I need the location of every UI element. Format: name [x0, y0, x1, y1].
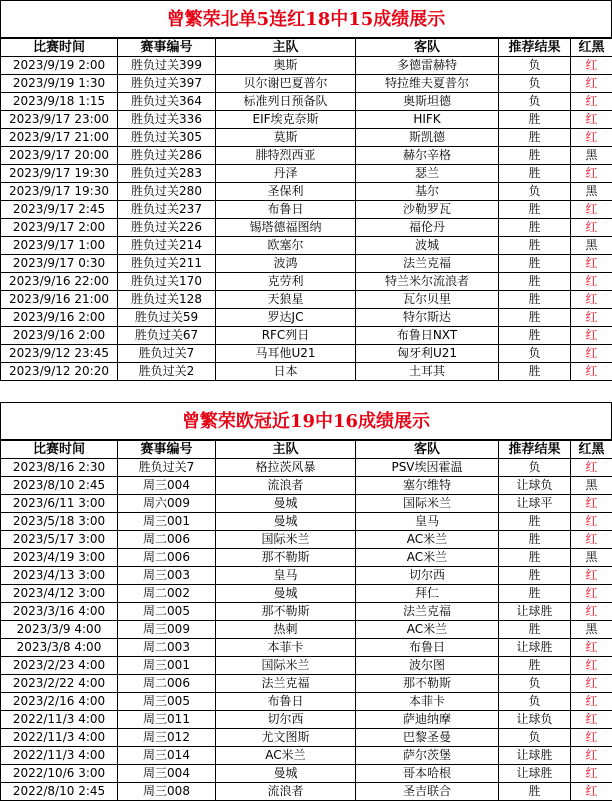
table-row — [1, 327, 612, 345]
header-home: 主队 — [216, 39, 356, 57]
match-time: 2023/2/23 4:00 — [1, 657, 118, 675]
red-black: 红 — [571, 129, 612, 147]
match-time: 2023/3/8 4:00 — [1, 639, 118, 657]
match-code: 周三004 — [118, 477, 216, 495]
match-time: 2023/9/16 2:00 — [1, 309, 118, 327]
match-code: 周二006 — [118, 531, 216, 549]
match-code: 胜负过关237 — [118, 201, 216, 219]
red-black: 黑 — [571, 621, 612, 639]
red-black: 红 — [571, 93, 612, 111]
home-team: 国际米兰 — [216, 531, 356, 549]
away-team: 多德雷赫特 — [356, 57, 499, 75]
table-row — [1, 495, 612, 513]
match-code: 胜负过关170 — [118, 273, 216, 291]
recommendation: 胜 — [499, 273, 571, 291]
match-code: 胜负过关211 — [118, 255, 216, 273]
match-code: 胜负过关286 — [118, 147, 216, 165]
recommendation: 负 — [499, 57, 571, 75]
match-code: 胜负过关397 — [118, 75, 216, 93]
away-team: PSV埃因霍温 — [356, 459, 499, 477]
red-black: 红 — [571, 273, 612, 291]
match-code: 胜负过关128 — [118, 291, 216, 309]
match-time: 2022/8/10 2:45 — [1, 783, 118, 801]
recommendation: 胜 — [499, 201, 571, 219]
match-time: 2023/9/12 23:45 — [1, 345, 118, 363]
match-code: 胜负过关7 — [118, 459, 216, 477]
match-time: 2023/9/17 2:45 — [1, 201, 118, 219]
match-time: 2023/8/10 2:45 — [1, 477, 118, 495]
match-time: 2023/3/9 4:00 — [1, 621, 118, 639]
away-team: 基尔 — [356, 183, 499, 201]
away-team: 斯凯德 — [356, 129, 499, 147]
match-time: 2022/11/3 4:00 — [1, 729, 118, 747]
home-team: 贝尔谢巴夏普尔 — [216, 75, 356, 93]
red-black: 红 — [571, 75, 612, 93]
red-black: 黑 — [571, 237, 612, 255]
away-team: 萨迪纳摩 — [356, 711, 499, 729]
header-red-black: 红黑 — [571, 39, 612, 57]
table-row — [1, 603, 612, 621]
match-time: 2022/11/3 4:00 — [1, 711, 118, 729]
recommendation: 负 — [499, 75, 571, 93]
recommendation: 负 — [499, 729, 571, 747]
table-row — [1, 57, 612, 75]
away-team: 拜仁 — [356, 585, 499, 603]
home-team: 那不勒斯 — [216, 603, 356, 621]
away-team: 沙勒罗瓦 — [356, 201, 499, 219]
home-team: RFC列日 — [216, 327, 356, 345]
recommendation: 让球负 — [499, 711, 571, 729]
away-team: AC米兰 — [356, 531, 499, 549]
header-code: 赛事编号 — [118, 441, 216, 459]
table-row — [1, 621, 612, 639]
home-team: 奥斯 — [216, 57, 356, 75]
recommendation: 胜 — [499, 327, 571, 345]
away-team: 圣吉联合 — [356, 783, 499, 801]
recommendation: 胜 — [499, 363, 571, 381]
recommendation: 胜 — [499, 219, 571, 237]
match-code: 胜负过关59 — [118, 309, 216, 327]
home-team: 天狼星 — [216, 291, 356, 309]
away-team: AC米兰 — [356, 549, 499, 567]
match-time: 2023/5/18 3:00 — [1, 513, 118, 531]
header-recommendation: 推荐结果 — [499, 39, 571, 57]
red-black: 红 — [571, 567, 612, 585]
recommendation: 负 — [499, 693, 571, 711]
table-row — [1, 201, 612, 219]
table-row — [1, 531, 612, 549]
match-code: 周三003 — [118, 567, 216, 585]
match-time: 2023/9/17 0:30 — [1, 255, 118, 273]
away-team: 特兰米尔流浪者 — [356, 273, 499, 291]
recommendation: 让球胜 — [499, 747, 571, 765]
home-team: 日本 — [216, 363, 356, 381]
match-code: 周三001 — [118, 513, 216, 531]
match-code: 胜负过关305 — [118, 129, 216, 147]
table-row — [1, 657, 612, 675]
red-black: 红 — [571, 585, 612, 603]
red-black: 红 — [571, 765, 612, 783]
recommendation: 胜 — [499, 657, 571, 675]
recommendation: 胜 — [499, 783, 571, 801]
match-time: 2023/9/17 19:30 — [1, 183, 118, 201]
home-team: 腓特烈西亚 — [216, 147, 356, 165]
recommendation: 胜 — [499, 255, 571, 273]
table-row — [1, 513, 612, 531]
match-code: 周三008 — [118, 783, 216, 801]
match-time: 2023/9/19 2:00 — [1, 57, 118, 75]
section-beidan — [0, 0, 612, 381]
match-code: 胜负过关283 — [118, 165, 216, 183]
home-team: 流浪者 — [216, 783, 356, 801]
red-black: 黑 — [571, 183, 612, 201]
match-code: 周三005 — [118, 693, 216, 711]
recommendation: 负 — [499, 93, 571, 111]
table-row — [1, 459, 612, 477]
red-black: 红 — [571, 345, 612, 363]
match-code: 周二003 — [118, 639, 216, 657]
home-team: 标准列日预备队 — [216, 93, 356, 111]
red-black: 红 — [571, 309, 612, 327]
table-row — [1, 639, 612, 657]
home-team: 锡塔德福图纳 — [216, 219, 356, 237]
table-row — [1, 585, 612, 603]
recommendation: 负 — [499, 459, 571, 477]
match-time: 2023/9/16 21:00 — [1, 291, 118, 309]
red-black: 红 — [571, 711, 612, 729]
away-team: 巴黎圣曼 — [356, 729, 499, 747]
recommendation: 胜 — [499, 129, 571, 147]
table-row — [1, 291, 612, 309]
recommendation: 胜 — [499, 291, 571, 309]
table-row — [1, 345, 612, 363]
home-team: 法兰克福 — [216, 675, 356, 693]
home-team: 格拉茨风暴 — [216, 459, 356, 477]
recommendation: 胜 — [499, 531, 571, 549]
away-team: 特尔斯达 — [356, 309, 499, 327]
header-row — [1, 39, 612, 57]
away-team: 哥本哈根 — [356, 765, 499, 783]
away-team: 塞尔维特 — [356, 477, 499, 495]
match-code: 胜负过关336 — [118, 111, 216, 129]
section-champions-league — [0, 402, 612, 801]
home-team: 布鲁日 — [216, 201, 356, 219]
match-code: 周二002 — [118, 585, 216, 603]
home-team: 国际米兰 — [216, 657, 356, 675]
red-black: 红 — [571, 693, 612, 711]
results-table — [0, 440, 612, 801]
table-row — [1, 363, 612, 381]
section-title: 曾繁荣北单5连红18中15成绩展示 — [0, 0, 612, 38]
recommendation: 胜 — [499, 165, 571, 183]
home-team: 罗达JC — [216, 309, 356, 327]
recommendation: 负 — [499, 183, 571, 201]
match-code: 胜负过关2 — [118, 363, 216, 381]
red-black: 红 — [571, 255, 612, 273]
away-team: 国际米兰 — [356, 495, 499, 513]
match-time: 2023/9/17 23:00 — [1, 111, 118, 129]
table-row — [1, 183, 612, 201]
match-time: 2023/9/19 1:30 — [1, 75, 118, 93]
table-row — [1, 567, 612, 585]
table-body — [1, 459, 612, 801]
away-team: 那不勒斯 — [356, 675, 499, 693]
header-time: 比赛时间 — [1, 39, 118, 57]
match-time: 2023/8/16 2:30 — [1, 459, 118, 477]
match-code: 周三012 — [118, 729, 216, 747]
table-row — [1, 255, 612, 273]
away-team: 奥斯坦德 — [356, 93, 499, 111]
home-team: 曼城 — [216, 765, 356, 783]
red-black: 黑 — [571, 549, 612, 567]
red-black: 红 — [571, 327, 612, 345]
away-team: 萨尔茨堡 — [356, 747, 499, 765]
results-table — [0, 38, 612, 381]
home-team: 那不勒斯 — [216, 549, 356, 567]
home-team: 圣保利 — [216, 183, 356, 201]
table-row — [1, 765, 612, 783]
red-black: 红 — [571, 219, 612, 237]
match-time: 2023/4/12 3:00 — [1, 585, 118, 603]
home-team: 热刺 — [216, 621, 356, 639]
home-team: 曼城 — [216, 495, 356, 513]
match-time: 2023/3/16 4:00 — [1, 603, 118, 621]
match-time: 2023/9/18 1:15 — [1, 93, 118, 111]
table-row — [1, 675, 612, 693]
recommendation: 胜 — [499, 585, 571, 603]
red-black: 黑 — [571, 147, 612, 165]
match-code: 胜负过关67 — [118, 327, 216, 345]
match-time: 2023/9/16 2:00 — [1, 327, 118, 345]
match-code: 周二006 — [118, 549, 216, 567]
home-team: AC米兰 — [216, 747, 356, 765]
home-team: 丹泽 — [216, 165, 356, 183]
match-code: 胜负过关214 — [118, 237, 216, 255]
home-team: 尤文图斯 — [216, 729, 356, 747]
header-row — [1, 441, 612, 459]
home-team: 克劳利 — [216, 273, 356, 291]
home-team: 流浪者 — [216, 477, 356, 495]
match-code: 周六009 — [118, 495, 216, 513]
away-team: 法兰克福 — [356, 255, 499, 273]
table-row — [1, 477, 612, 495]
header-code: 赛事编号 — [118, 39, 216, 57]
match-time: 2023/9/17 20:00 — [1, 147, 118, 165]
away-team: 特拉维夫夏普尔 — [356, 75, 499, 93]
recommendation: 胜 — [499, 621, 571, 639]
match-code: 胜负过关7 — [118, 345, 216, 363]
table-row — [1, 309, 612, 327]
red-black: 红 — [571, 783, 612, 801]
red-black: 红 — [571, 657, 612, 675]
header-away: 客队 — [356, 39, 499, 57]
match-code: 胜负过关280 — [118, 183, 216, 201]
recommendation: 让球胜 — [499, 603, 571, 621]
match-time: 2023/9/17 21:00 — [1, 129, 118, 147]
red-black: 黑 — [571, 477, 612, 495]
match-code: 胜负过关399 — [118, 57, 216, 75]
red-black: 红 — [571, 513, 612, 531]
red-black: 红 — [571, 57, 612, 75]
red-black: 红 — [571, 165, 612, 183]
home-team: 布鲁日 — [216, 693, 356, 711]
red-black: 红 — [571, 531, 612, 549]
match-code: 周三011 — [118, 711, 216, 729]
away-team: AC米兰 — [356, 621, 499, 639]
recommendation: 胜 — [499, 111, 571, 129]
recommendation: 胜 — [499, 513, 571, 531]
home-team: 曼城 — [216, 585, 356, 603]
match-time: 2023/9/17 2:00 — [1, 219, 118, 237]
recommendation: 胜 — [499, 237, 571, 255]
header-home: 主队 — [216, 441, 356, 459]
away-team: 布鲁日 — [356, 639, 499, 657]
recommendation: 让球胜 — [499, 765, 571, 783]
home-team: EIF埃克奈斯 — [216, 111, 356, 129]
table-body — [1, 57, 612, 381]
home-team: 切尔西 — [216, 711, 356, 729]
red-black: 红 — [571, 201, 612, 219]
table-row — [1, 93, 612, 111]
match-time: 2023/2/22 4:00 — [1, 675, 118, 693]
home-team: 波鸿 — [216, 255, 356, 273]
match-code: 周三004 — [118, 765, 216, 783]
away-team: 瓦尔贝里 — [356, 291, 499, 309]
away-team: 切尔西 — [356, 567, 499, 585]
match-code: 胜负过关364 — [118, 93, 216, 111]
table-row — [1, 75, 612, 93]
recommendation: 负 — [499, 345, 571, 363]
match-time: 2023/2/16 4:00 — [1, 693, 118, 711]
red-black: 红 — [571, 111, 612, 129]
red-black: 红 — [571, 729, 612, 747]
table-row — [1, 549, 612, 567]
home-team: 欧塞尔 — [216, 237, 356, 255]
match-time: 2023/9/16 22:00 — [1, 273, 118, 291]
match-time: 2022/11/3 4:00 — [1, 747, 118, 765]
match-time: 2022/10/6 3:00 — [1, 765, 118, 783]
red-black: 红 — [571, 363, 612, 381]
table-row — [1, 129, 612, 147]
red-black: 红 — [571, 459, 612, 477]
match-time: 2023/9/17 1:00 — [1, 237, 118, 255]
home-team: 皇马 — [216, 567, 356, 585]
table-row — [1, 747, 612, 765]
away-team: 波尔图 — [356, 657, 499, 675]
table-row — [1, 711, 612, 729]
match-time: 2023/4/13 3:00 — [1, 567, 118, 585]
away-team: 波城 — [356, 237, 499, 255]
match-code: 周二006 — [118, 675, 216, 693]
match-code: 周三001 — [118, 657, 216, 675]
recommendation: 胜 — [499, 147, 571, 165]
match-time: 2023/9/17 19:30 — [1, 165, 118, 183]
header-red-black: 红黑 — [571, 441, 612, 459]
home-team: 马耳他U21 — [216, 345, 356, 363]
table-row — [1, 273, 612, 291]
table-row — [1, 111, 612, 129]
match-code: 周三014 — [118, 747, 216, 765]
recommendation: 让球负 — [499, 477, 571, 495]
away-team: 赫尔辛格 — [356, 147, 499, 165]
table-row — [1, 693, 612, 711]
away-team: 法兰克福 — [356, 603, 499, 621]
recommendation: 胜 — [499, 309, 571, 327]
match-time: 2023/5/17 3:00 — [1, 531, 118, 549]
match-code: 胜负过关226 — [118, 219, 216, 237]
match-time: 2023/9/12 20:20 — [1, 363, 118, 381]
table-row — [1, 729, 612, 747]
away-team: 布鲁日NXT — [356, 327, 499, 345]
away-team: 瑟兰 — [356, 165, 499, 183]
table-row — [1, 237, 612, 255]
table-row — [1, 147, 612, 165]
header-away: 客队 — [356, 441, 499, 459]
match-code: 周三009 — [118, 621, 216, 639]
recommendation: 胜 — [499, 567, 571, 585]
red-black: 红 — [571, 495, 612, 513]
recommendation: 负 — [499, 675, 571, 693]
away-team: 匈牙利U21 — [356, 345, 499, 363]
table-row — [1, 165, 612, 183]
home-team: 本菲卡 — [216, 639, 356, 657]
header-time: 比赛时间 — [1, 441, 118, 459]
away-team: 福伦丹 — [356, 219, 499, 237]
recommendation: 让球胜 — [499, 639, 571, 657]
match-code: 周二005 — [118, 603, 216, 621]
red-black: 红 — [571, 675, 612, 693]
red-black: 红 — [571, 639, 612, 657]
section-title: 曾繁荣欧冠近19中16成绩展示 — [0, 402, 612, 440]
header-recommendation: 推荐结果 — [499, 441, 571, 459]
match-time: 2023/6/11 3:00 — [1, 495, 118, 513]
away-team: 皇马 — [356, 513, 499, 531]
home-team: 莫斯 — [216, 129, 356, 147]
away-team: 土耳其 — [356, 363, 499, 381]
recommendation: 让球平 — [499, 495, 571, 513]
away-team: HIFK — [356, 111, 499, 129]
red-black: 红 — [571, 747, 612, 765]
match-time: 2023/4/19 3:00 — [1, 549, 118, 567]
home-team: 曼城 — [216, 513, 356, 531]
recommendation: 胜 — [499, 549, 571, 567]
red-black: 红 — [571, 603, 612, 621]
red-black: 红 — [571, 291, 612, 309]
table-row — [1, 219, 612, 237]
away-team: 本菲卡 — [356, 693, 499, 711]
